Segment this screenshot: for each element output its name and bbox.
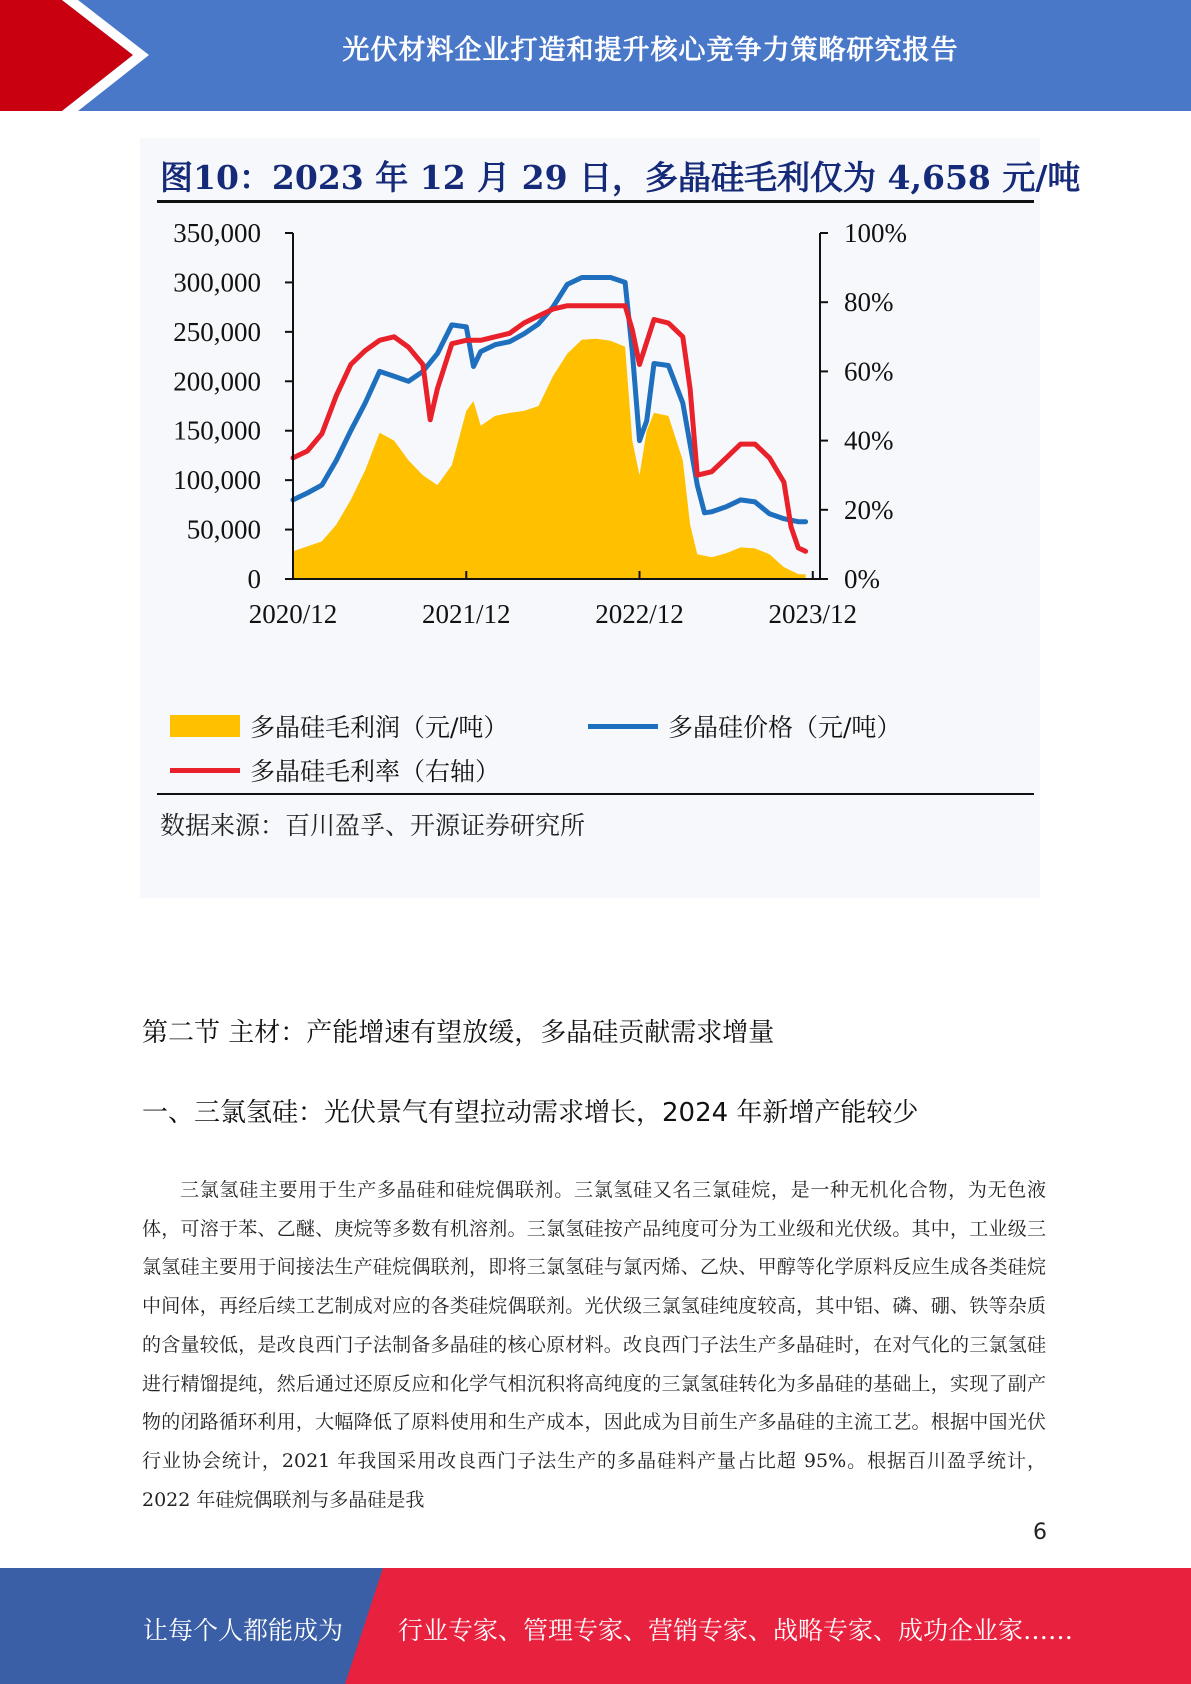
right-tick-label: 100% — [844, 218, 907, 248]
left-tick-label: 150,000 — [173, 415, 261, 446]
left-tick-label: 200,000 — [173, 366, 261, 397]
page-number: 6 — [1033, 1520, 1047, 1545]
x-tick-label: 2023/12 — [768, 599, 858, 629]
body-paragraph: 三氯氢硅主要用于生产多晶硅和硅烷偶联剂。三氯氢硅又名三氯硅烷，是一种无机化合物，为无色液体，可溶于苯、乙醚、庚烷等多数有机溶剂。三氯氢硅按产品纯度可分为工业级和光伏级。其中，工业级三氯氢硅主要用于间接法生产硅烷偶联剂，即将三氯氢硅与氯丙烯、乙炔、甲醇等化学原料反应生成各类硅烷中间体，再经后续工艺制成对应的各类硅烷偶联剂。光伏级三氯氢硅纯度较高，其中铝、磷、硼、铁等杂质的含量较低，是改良西门子法制备多晶硅的核心原材料。改良西门子法生产多晶硅时，在对气化的三氯氢硅进行精馏提纯，然后通过还原反应和化学气相沉积将高纯度的三氯氢硅转化为多晶硅的基础上，实现了副产物的闭路循环利用，大幅降低了原料使用和生产成本，因此成为目前生产多晶硅的主流工艺。根据中国光伏行业协会统计，2021 年我国采用改良西门子法生产的多晶硅料产量占比超 95%。根据百川盈孚统计，2022 年硅烷偶联剂与多晶硅是我 — [142, 1179, 1046, 1511]
footer-slogan-left: 让每个人都能成为 — [143, 1616, 344, 1645]
left-tick-label: 300,000 — [173, 267, 261, 298]
figure-source: 数据来源：百川盈孚、开源证券研究所 — [160, 811, 586, 840]
red-chevron-decoration — [0, 0, 160, 111]
left-tick-label: 0 — [247, 564, 261, 594]
left-tick-label: 50,000 — [186, 514, 261, 545]
section-heading: 第二节 主材：产能增速有望放缓，多晶硅贡献需求增量 — [142, 1018, 775, 1048]
x-tick-label: 2020/12 — [248, 599, 338, 629]
legend-item-margin — [170, 752, 500, 788]
right-tick-label: 0% — [844, 564, 880, 594]
legend-label-price: 多晶硅价格（元/吨） — [668, 713, 902, 742]
polysilicon-chart — [140, 138, 1081, 698]
right-tick-label: 20% — [844, 494, 894, 525]
right-tick-label: 40% — [844, 425, 894, 456]
legend-item-price — [588, 708, 901, 744]
legend-item-profit — [170, 708, 508, 744]
report-title: 光伏材料企业打造和提升核心竞争力策略研究报告 — [342, 35, 959, 66]
page-footer — [0, 1568, 1191, 1684]
legend-swatch-profit — [170, 715, 240, 737]
right-tick-label: 80% — [844, 287, 894, 318]
legend-swatch-margin — [170, 768, 240, 773]
legend-label-margin: 多晶硅毛利率（右轴） — [250, 757, 501, 786]
figure-title: 图10：2023 年 12 月 29 日，多晶硅毛利仅为 4,658 元/吨 — [160, 158, 1081, 197]
left-tick-label: 100,000 — [173, 465, 261, 496]
left-tick-label: 350,000 — [173, 218, 261, 248]
figure-10 — [140, 138, 1081, 898]
legend-label-profit: 多晶硅毛利润（元/吨） — [250, 713, 509, 742]
x-tick-label: 2022/12 — [595, 599, 684, 629]
left-tick-label: 250,000 — [173, 316, 261, 347]
plot-area — [293, 278, 806, 580]
right-tick-label: 60% — [844, 356, 894, 387]
chart-legend — [170, 700, 1030, 790]
legend-swatch-price — [588, 724, 658, 729]
x-tick-label: 2021/12 — [422, 599, 511, 629]
subsection-heading: 一、三氯氢硅：光伏景气有望拉动需求增长，2024 年新增产能较少 — [142, 1098, 919, 1128]
page-header — [0, 0, 1191, 111]
figure-bottom-rule — [157, 793, 1034, 795]
footer-slogan-right: 行业专家、管理专家、营销专家、战略专家、成功企业家…… — [398, 1616, 1074, 1645]
